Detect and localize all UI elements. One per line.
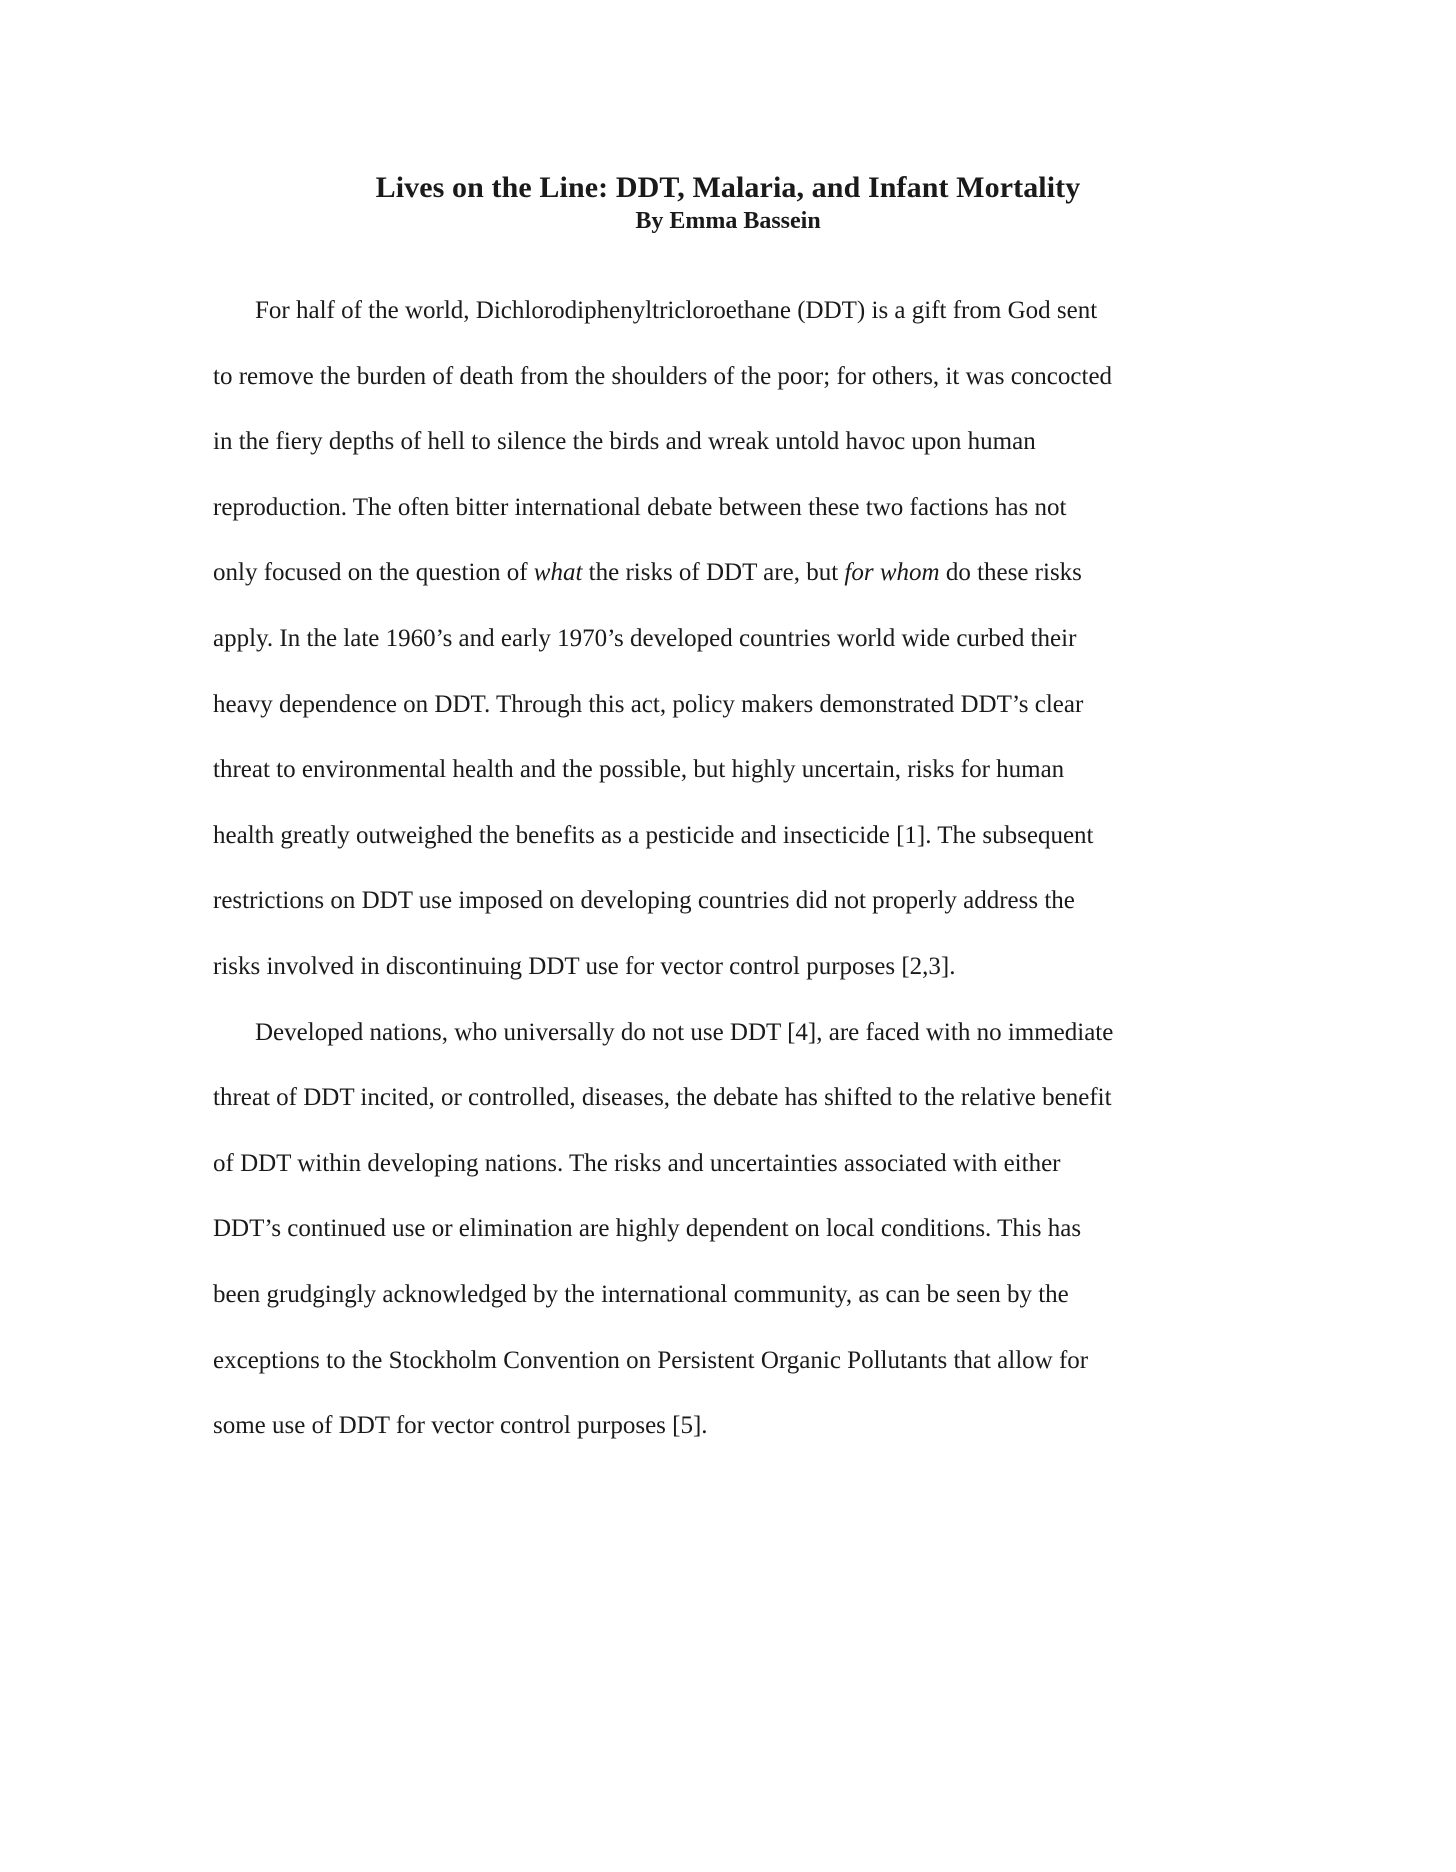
text-line: DDT’s continued use or elimination are highly dependent on local conditions. This has: [213, 1215, 1082, 1243]
text-line: threat of DDT incited, or controlled, diseases, the debate has shifted to the relative benefit: [213, 1084, 1112, 1112]
text-line: For half of the world, Dichlorodiphenyltricloroethane (DDT) is a gift from God sent: [255, 297, 1098, 324]
text-line: reproduction. The often bitter international debate between these two factions has not: [213, 493, 1067, 521]
text-line: threat to environmental health and the possible, but highly uncertain, risks for human: [213, 756, 1065, 784]
emphasis-text: what: [533, 559, 583, 587]
text-line: health greatly outweighed the benefits as a pesticide and insecticide [1]. The subsequent: [213, 821, 1094, 849]
text-line: only focused on the question of what the risks of DDT are, but for whom do these risks: [213, 559, 1082, 587]
text-line: heavy dependence on DDT. Through this act, policy makers demonstrated DDT’s clear: [213, 690, 1084, 718]
text-line: Developed nations, who universally do not use DDT [4], are faced with no immediate: [255, 1018, 1114, 1046]
text-line: some use of DDT for vector control purposes [5].: [213, 1412, 708, 1440]
text-line: been grudgingly acknowledged by the international community, as can be seen by the: [213, 1280, 1069, 1308]
emphasis-text: for whom: [844, 559, 940, 587]
text-line: in the fiery depths of hell to silence the birds and wreak untold havoc upon human: [213, 428, 1036, 456]
body-paragraph: [213, 278, 1241, 1000]
text-line: of DDT within developing nations. The risks and uncertainties associated with either: [213, 1149, 1061, 1177]
document-header: [0, 170, 1456, 236]
text-line: restrictions on DDT use imposed on developing countries did not properly address the: [213, 887, 1075, 915]
document-body: [213, 278, 1241, 1459]
document-author: By Emma Bassein: [635, 208, 821, 234]
text-line: exceptions to the Stockholm Convention on Persistent Organic Pollutants that allow for: [213, 1346, 1089, 1374]
body-paragraph: [213, 1000, 1241, 1459]
document-title: Lives on the Line: DDT, Malaria, and Infant Mortality: [375, 171, 1081, 204]
text-line: to remove the burden of death from the shoulders of the poor; for others, it was concocted: [213, 362, 1113, 390]
text-line: apply. In the late 1960’s and early 1970’s developed countries world wide curbed their: [213, 624, 1077, 652]
text-line: risks involved in discontinuing DDT use for vector control purposes [2,3].: [213, 952, 956, 980]
